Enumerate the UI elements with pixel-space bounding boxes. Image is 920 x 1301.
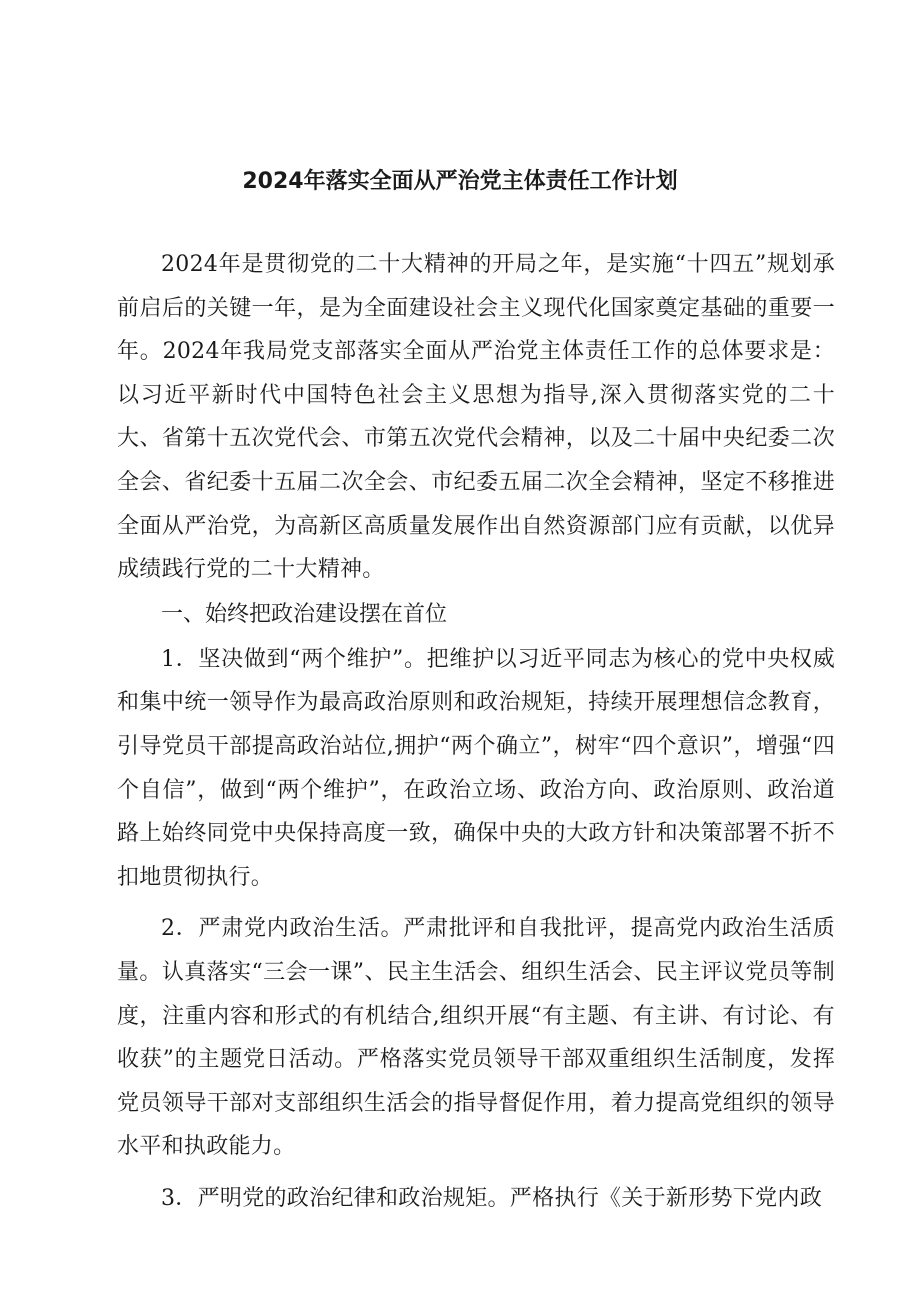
item-paragraph-1: 1．坚决做到“两个维护”。把维护以习近平同志为核心的党中央权威和集中统一领导作为最高政治原则和政治规矩，持续开展理想信念教育，引导党员干部提高政治站位,拥护“两个确立”，树牢“四个意识”，增强“四个自信”，做到“两个维护”，在政治立场、政治方向、政治原则、政治道路上始终同党中央保持高度一致，确保中央的大政方针和决策部署不折不扣地贯彻执行。 [117, 646, 835, 890]
item-paragraph-3: 3．严明党的政治纪律和政治规矩。严格执行《关于新形势下党内政 [161, 1185, 822, 1211]
paragraph-gap [117, 1169, 835, 1177]
item-paragraph-2: 2．严肃党内政治生活。严肃批评和自我批评，提高党内政治生活质量。认真落实“三会一课”、民主生活会、组织生活会、民主评议党员等制度，注重内容和形式的有机结合,组织开展“有主题、有主讲、有讨论、有收获”的主题党日活动。严格落实党员领导干部双重组织生活制度，发挥党员领导干部对支部组织生活会的指导督促作用，着力提高党组织的领导水平和执政能力。 [117, 916, 835, 1160]
document-body [117, 243, 835, 1220]
paragraph-gap [117, 899, 835, 907]
document-title: 2024年落实全面从严治党主体责任工作计划 [242, 169, 678, 194]
intro-paragraph: 2024年是贯彻党的二十大精神的开局之年，是实施“十四五”规划承前启后的关键一年，是为全面建设社会主义现代化国家奠定基础的重要一年。2024年我局党支部落实全面从严治党主体责任工作的总体要求是：以习近平新时代中国特色社会主义思想为指导,深入贯彻落实党的二十大、省第十五次党代会、市第五次党代会精神，以及二十届中央纪委二次全会、省纪委十五届二次全会、市纪委五届二次全会精神，坚定不移推进全面从严治党，为高新区高质量发展作出自然资源部门应有贡献，以优异成绩践行党的二十大精神。 [117, 252, 835, 583]
section-heading-1: 一、始终把政治建设摆在首位 [161, 601, 448, 627]
